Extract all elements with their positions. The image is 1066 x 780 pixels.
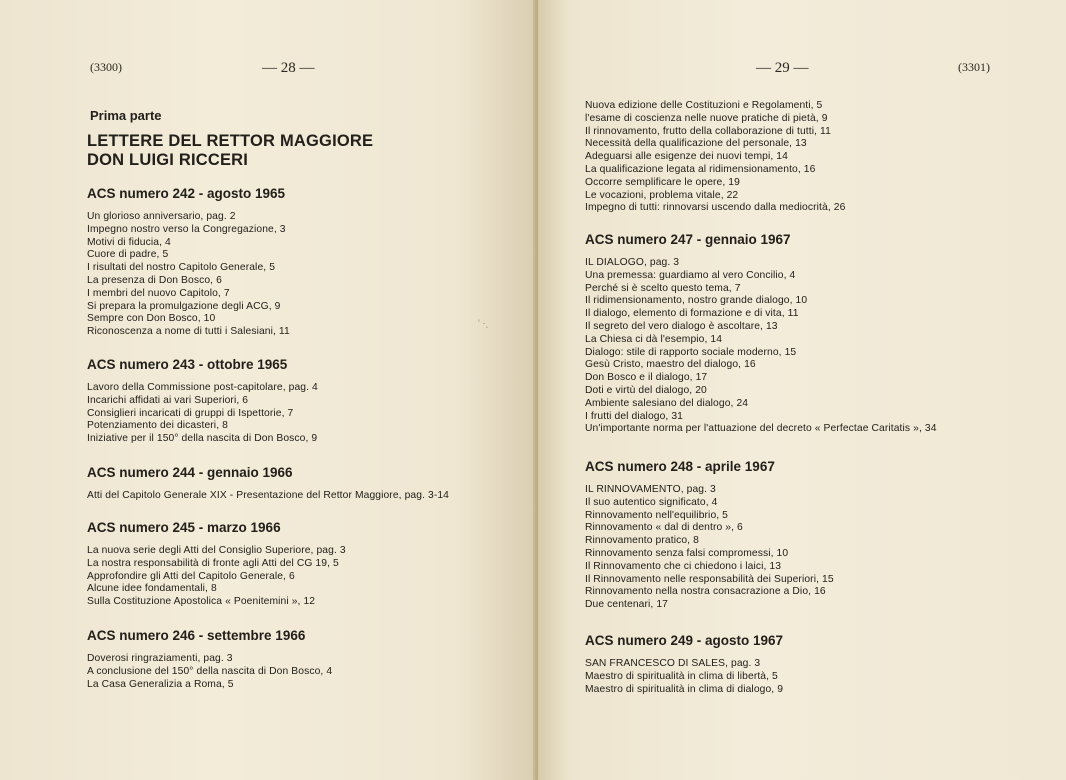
list-item: La qualificazione legata al ridimensionamento, 16 — [585, 163, 816, 175]
list-item: Consiglieri incaricati di gruppi di Ispettorie, 7 — [87, 407, 294, 419]
list-item: I frutti del dialogo, 31 — [585, 410, 683, 422]
list-item: Perché si è scelto questo tema, 7 — [585, 282, 741, 294]
list-item: Occorre semplificare le opere, 19 — [585, 176, 740, 188]
section-heading: ACS numero 242 - agosto 1965 — [87, 186, 286, 201]
list-item: La presenza di Don Bosco, 6 — [87, 274, 222, 286]
section-acs-246 — [87, 628, 332, 691]
section-heading: ACS numero 249 - agosto 1967 — [585, 633, 784, 648]
list-item: Una premessa: guardiamo al vero Concilio, 4 — [585, 269, 796, 281]
list-item: Si prepara la promulgazione degli ACG, 9 — [87, 300, 281, 312]
list-item: Il dialogo, elemento di formazione e di vita, 11 — [585, 308, 799, 320]
section-heading: ACS numero 245 - marzo 1966 — [87, 520, 281, 535]
list-item: Necessità della qualificazione del personale, 13 — [585, 138, 807, 150]
list-item: Approfondire gli Atti del Capitolo Generale, 6 — [87, 570, 295, 582]
part-label: Prima parte — [90, 108, 162, 123]
list-item: Lavoro della Commissione post-capitolare, pag. 4 — [87, 382, 318, 393]
list-item: Doverosi ringraziamenti, pag. 3 — [87, 653, 233, 664]
section-acs-248 — [585, 459, 834, 612]
main-title-line-2: DON LUIGI RICCERI — [87, 151, 249, 169]
list-item: Un glorioso anniversario, pag. 2 — [87, 211, 236, 222]
list-item: Il suo autentico significato, 4 — [585, 496, 718, 508]
list-item: Dialogo: stile di rapporto sociale moderno, 15 — [585, 346, 797, 358]
section-heading: ACS numero 246 - settembre 1966 — [87, 628, 306, 643]
list-item: Un'importante norma per l'attuazione del decreto « Perfectae Caritatis », 34 — [585, 423, 937, 435]
main-title-line-1: LETTERE DEL RETTOR MAGGIORE — [87, 132, 374, 150]
section-heading: ACS numero 243 - ottobre 1965 — [87, 357, 288, 372]
list-item: IL RINNOVAMENTO, pag. 3 — [585, 484, 716, 495]
list-item: Adeguarsi alle esigenze dei nuovi tempi, 14 — [585, 151, 788, 163]
ink-smudge: ʻ ·ˎ — [478, 318, 489, 328]
section-acs-243 — [87, 357, 318, 446]
right-folio: — 29 — — [756, 60, 809, 76]
list-item: Ambiente salesiano del dialogo, 24 — [585, 397, 749, 409]
list-item: Maestro di spiritualità in clima di libertà, 5 — [585, 670, 778, 682]
list-item: Rinnovamento pratico, 8 — [585, 535, 699, 547]
list-item: SAN FRANCESCO DI SALES, pag. 3 — [585, 658, 761, 669]
list-item: Rinnovamento nella nostra consacrazione a Dio, 16 — [585, 586, 826, 598]
list-item: I membri del nuovo Capitolo, 7 — [87, 287, 230, 299]
list-item: Don Bosco e il dialogo, 17 — [585, 372, 708, 384]
list-item: Nuova edizione delle Costituzioni e Regolamenti, 5 — [585, 100, 823, 111]
main-title — [87, 132, 373, 170]
list-item: Doti e virtù del dialogo, 20 — [585, 384, 707, 396]
list-item: La Casa Generalizia a Roma, 5 — [87, 678, 234, 690]
list-item: A conclusione del 150° della nascita di Don Bosco, 4 — [87, 665, 333, 677]
list-item: Incarichi affidati ai vari Superiori, 6 — [87, 394, 249, 406]
list-item: Il Rinnovamento che ci chiedono i laici, 13 — [585, 560, 782, 572]
section-acs-245 — [87, 520, 346, 609]
list-item: Il segreto del vero dialogo è ascoltare, 13 — [585, 320, 778, 332]
left-header-number: (3300) — [90, 60, 122, 74]
list-item: La nuova serie degli Atti del Consiglio Superiore, pag. 3 — [87, 545, 346, 556]
list-item: Sempre con Don Bosco, 10 — [87, 313, 216, 325]
continuation-list — [585, 100, 845, 215]
list-item: Il rinnovamento, frutto della collaborazione di tutti, 11 — [585, 125, 831, 137]
list-item: Rinnovamento nell'equilibrio, 5 — [585, 509, 729, 521]
section-acs-247 — [585, 232, 937, 436]
section-heading: ACS numero 248 - aprile 1967 — [585, 459, 775, 474]
list-item: Maestro di spiritualità in clima di dialogo, 9 — [585, 683, 784, 695]
list-item: Gesù Cristo, maestro del dialogo, 16 — [585, 359, 756, 371]
list-item: Potenziamento dei dicasteri, 8 — [87, 420, 228, 432]
left-folio: — 28 — — [262, 60, 315, 76]
section-acs-244 — [87, 465, 449, 503]
list-item: Rinnovamento « dal di dentro », 6 — [585, 522, 743, 534]
list-item: I risultati del nostro Capitolo Generale, 5 — [87, 262, 276, 274]
right-header-number: (3301) — [958, 60, 990, 74]
list-item: Alcune idee fondamentali, 8 — [87, 583, 217, 595]
section-heading: ACS numero 244 - gennaio 1966 — [87, 465, 293, 480]
list-item: La Chiesa ci dà l'esempio, 14 — [585, 333, 723, 345]
list-item: Iniziative per il 150° della nascita di Don Bosco, 9 — [87, 433, 318, 445]
list-item: Le vocazioni, problema vitale, 22 — [585, 189, 739, 201]
section-acs-242 — [87, 186, 290, 339]
list-item: Cuore di padre, 5 — [87, 249, 169, 261]
list-item: Il Rinnovamento nelle responsabilità dei Superiori, 15 — [585, 573, 834, 585]
list-item: Rinnovamento senza falsi compromessi, 10 — [585, 547, 789, 559]
list-item: Atti del Capitolo Generale XIX - Presentazione del Rettor Maggiore, pag. 3-14 — [87, 490, 449, 501]
list-item: Sulla Costituzione Apostolica « Poenitemini », 12 — [87, 596, 316, 608]
section-acs-249 — [585, 633, 783, 696]
list-item: Motivi di fiducia, 4 — [87, 236, 171, 248]
list-item: Impegno nostro verso la Congregazione, 3 — [87, 223, 286, 235]
list-item: Riconoscenza a nome di tutti i Salesiani, 11 — [87, 326, 290, 338]
list-item: Il ridimensionamento, nostro grande dialogo, 10 — [585, 295, 808, 307]
list-item: Impegno di tutti: rinnovarsi uscendo dalla mediocrità, 26 — [585, 202, 846, 214]
list-item: La nostra responsabilità di fronte agli Atti del CG 19, 5 — [87, 557, 339, 569]
section-heading: ACS numero 247 - gennaio 1967 — [585, 232, 791, 247]
list-item: IL DIALOGO, pag. 3 — [585, 257, 680, 268]
list-item: Due centenari, 17 — [585, 599, 668, 611]
list-item: l'esame di coscienza nelle nuove pratiche di pietà, 9 — [585, 112, 828, 124]
